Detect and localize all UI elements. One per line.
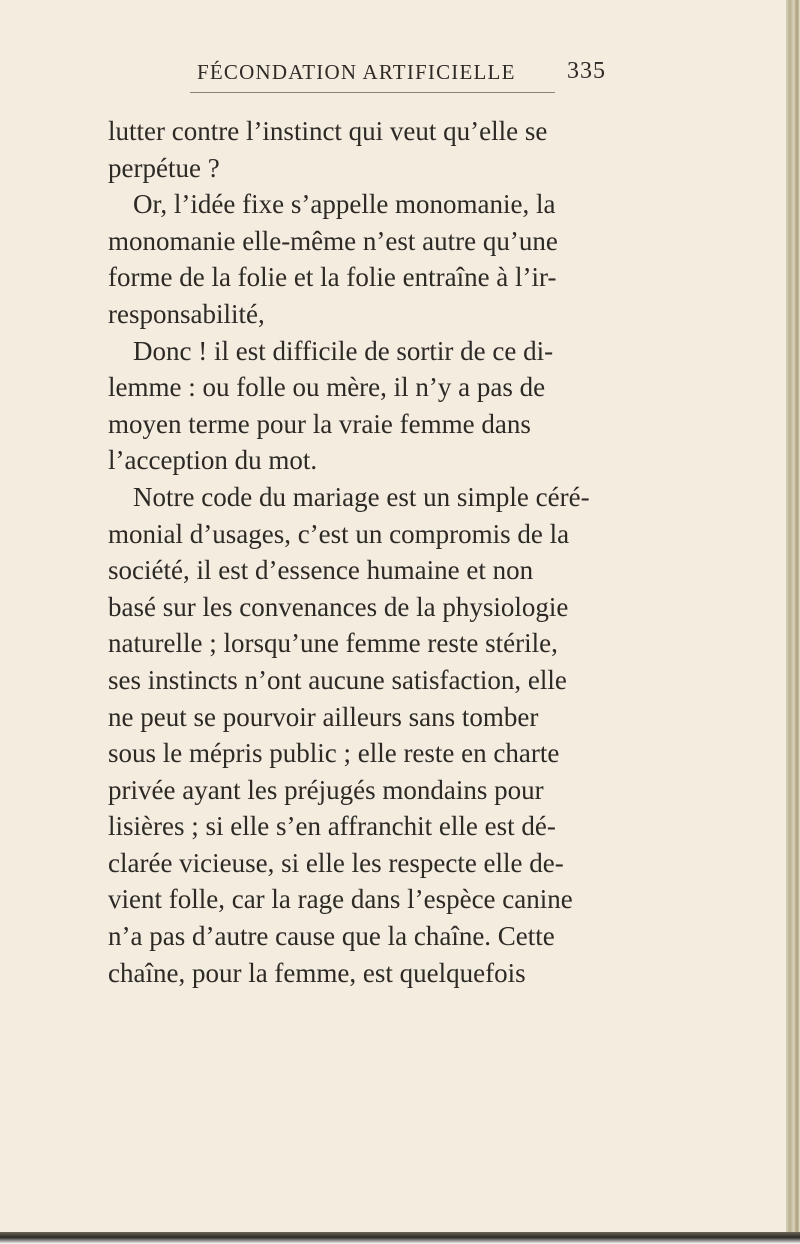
text-line: chaîne, pour la femme, est quelquefois xyxy=(108,957,526,988)
text-line: ses instincts n’ont aucune satisfaction, elle xyxy=(108,664,567,695)
text-line: lisières ; si elle s’en affranchit elle est dé- xyxy=(108,811,556,842)
text-line: Notre code du mariage est un simple céré- xyxy=(133,481,590,512)
text-line: société, il est d’essence humaine et non xyxy=(108,555,534,586)
text-line: clarée vicieuse, si elle les respecte elle de- xyxy=(108,847,564,878)
text-line: l’acception du mot. xyxy=(108,445,318,476)
page-bottom-edge xyxy=(0,1232,800,1244)
text-line: privée ayant les préjugés mondains pour xyxy=(108,774,544,805)
header-rule xyxy=(190,92,555,93)
text-line: perpétue ? xyxy=(108,152,220,183)
text-line: n’a pas d’autre cause que la chaîne. Cette xyxy=(108,921,555,952)
body-text xyxy=(108,113,648,991)
text-line: Donc ! il est difficile de sortir de ce di- xyxy=(133,335,554,366)
text-line: vient folle, car la rage dans l’espèce canine xyxy=(108,884,573,915)
page-number: 335 xyxy=(567,58,606,84)
text-line: sous le mépris public ; elle reste en charte xyxy=(108,738,560,769)
text-line: monomanie elle-même n’est autre qu’une xyxy=(108,225,558,256)
text-line: monial d’usages, c’est un compromis de la xyxy=(108,518,570,549)
running-head xyxy=(197,58,606,90)
running-title: FÉCONDATION ARTIFICIELLE xyxy=(197,60,516,84)
text-line: Or, l’idée fixe s’appelle monomanie, la xyxy=(133,189,556,220)
text-line: responsabilité, xyxy=(108,298,265,329)
text-line: lutter contre l’instinct qui veut qu’elle se xyxy=(108,116,548,146)
text-line: moyen terme pour la vraie femme dans xyxy=(108,408,531,439)
text-line: basé sur les convenances de la physiologie xyxy=(108,591,569,622)
text-line: naturelle ; lorsqu’une femme reste stérile, xyxy=(108,628,558,659)
text-line: forme de la folie et la folie entraîne à l’ir- xyxy=(108,262,557,293)
text-line: ne peut se pourvoir ailleurs sans tomber xyxy=(108,701,539,732)
text-line: lemme : ou folle ou mère, il n’y a pas de xyxy=(108,372,546,403)
page-fore-edge xyxy=(786,0,800,1244)
